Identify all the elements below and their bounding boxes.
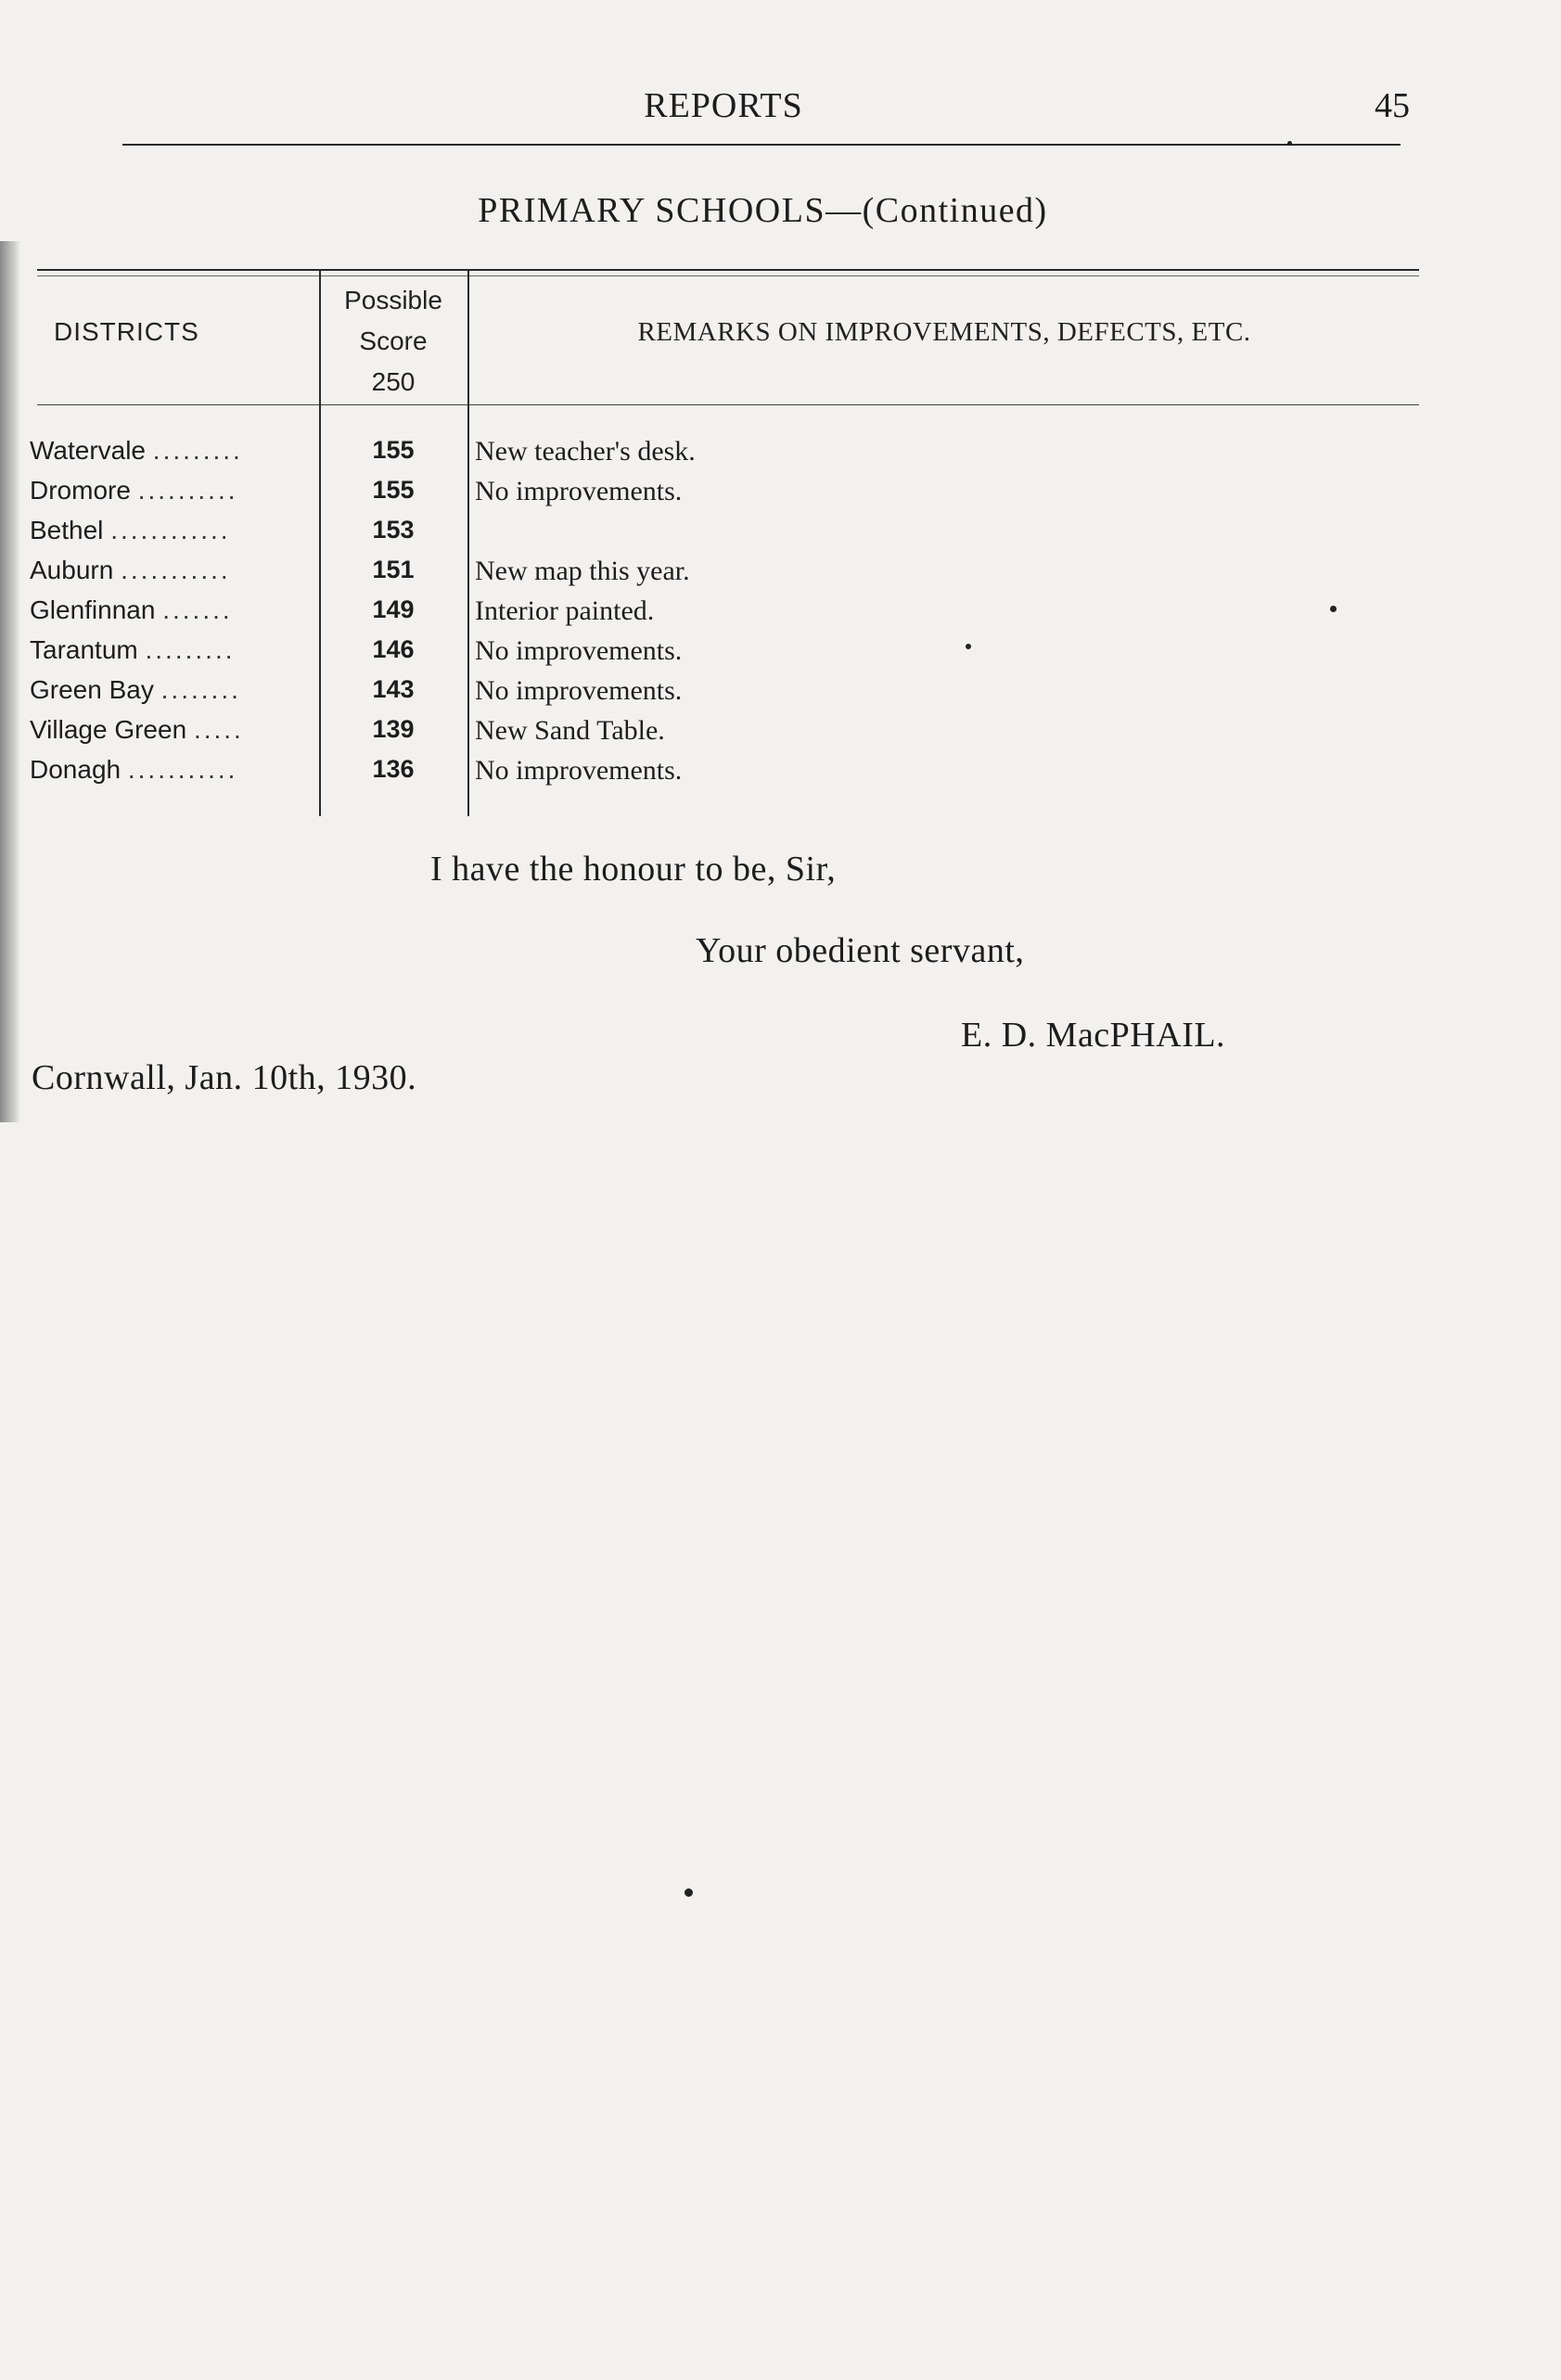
score-cell: 143	[372, 675, 415, 703]
dot-leader: ...........	[121, 556, 231, 584]
column-header-score	[323, 280, 464, 403]
ink-speck	[1287, 141, 1292, 146]
district-name: Village Green	[30, 715, 187, 744]
dot-leader: .......	[162, 595, 233, 624]
district-name: Donagh	[30, 755, 122, 784]
column-header-score-line3: 250	[371, 367, 416, 396]
district-cell	[30, 516, 315, 545]
table-body	[20, 436, 1421, 795]
dot-leader: ...........	[127, 755, 238, 784]
score-cell: 153	[372, 516, 415, 544]
signature-name: E. D. MacPHAIL.	[961, 1016, 1226, 1055]
table-row	[20, 635, 1421, 675]
district-name: Glenfinnan	[30, 595, 156, 624]
running-header	[0, 85, 1561, 141]
remark-cell: No improvements.	[475, 675, 683, 706]
table-row	[20, 556, 1421, 595]
districts-table	[20, 269, 1421, 816]
district-name: Auburn	[30, 556, 114, 584]
remark-cell: New Sand Table.	[475, 715, 665, 746]
column-header-score-line2: Score	[359, 326, 428, 355]
page-number: 45	[1375, 86, 1410, 125]
score-cell: 151	[372, 556, 415, 583]
district-cell	[30, 715, 315, 745]
dot-leader: ........	[160, 675, 241, 704]
table-row	[20, 755, 1421, 795]
running-title: REPORTS	[644, 86, 803, 125]
remark-cell: New teacher's desk.	[475, 436, 696, 467]
place-and-date: Cornwall, Jan. 10th, 1930.	[32, 1058, 417, 1097]
ink-speck	[1330, 606, 1337, 612]
district-cell	[30, 675, 315, 705]
header-rule	[122, 144, 1401, 146]
district-name: Dromore	[30, 476, 131, 505]
remark-cell: No improvements.	[475, 755, 683, 786]
district-name: Watervale	[30, 436, 147, 465]
dot-leader: ..........	[137, 476, 238, 505]
ink-speck	[966, 644, 971, 649]
district-cell	[30, 755, 315, 785]
page-binding-shadow	[0, 241, 20, 1122]
table-row	[20, 436, 1421, 476]
score-cell: 136	[372, 755, 415, 783]
dot-leader: ............	[110, 516, 231, 544]
table-row	[20, 715, 1421, 755]
table-top-rule	[37, 269, 1419, 271]
district-cell	[30, 635, 315, 665]
closing-complimentary: Your obedient servant,	[696, 931, 1025, 970]
district-name: Tarantum	[30, 635, 138, 664]
table-top-rule-inner	[37, 275, 1419, 276]
column-header-score-line1: Possible	[344, 286, 442, 314]
table-row	[20, 675, 1421, 715]
district-cell	[30, 556, 315, 585]
remark-cell: New map this year.	[475, 556, 690, 586]
remark-cell: No improvements.	[475, 476, 683, 506]
closing-salutation: I have the honour to be, Sir,	[430, 850, 837, 889]
table-row	[20, 476, 1421, 516]
district-name: Green Bay	[30, 675, 154, 704]
dot-leader: .....	[193, 715, 244, 744]
remark-cell: No improvements.	[475, 635, 683, 666]
section-title: PRIMARY SCHOOLS—(Continued)	[478, 191, 1048, 230]
column-header-remarks: REMARKS ON IMPROVEMENTS, DEFECTS, ETC.	[637, 317, 1251, 347]
remark-cell: Interior painted.	[475, 595, 655, 626]
ink-speck	[685, 1888, 693, 1897]
score-cell: 155	[372, 476, 415, 504]
score-cell: 146	[372, 635, 415, 663]
district-cell	[30, 436, 315, 466]
score-cell: 149	[372, 595, 415, 623]
score-cell: 155	[372, 436, 415, 464]
district-cell	[30, 595, 315, 625]
district-cell	[30, 476, 315, 505]
column-header-districts: DISTRICTS	[54, 317, 199, 346]
table-header-rule	[37, 404, 1419, 405]
district-name: Bethel	[30, 516, 104, 544]
dot-leader: .........	[145, 635, 236, 664]
score-cell: 139	[372, 715, 415, 743]
table-row	[20, 516, 1421, 556]
dot-leader: .........	[152, 436, 243, 465]
table-row	[20, 595, 1421, 635]
